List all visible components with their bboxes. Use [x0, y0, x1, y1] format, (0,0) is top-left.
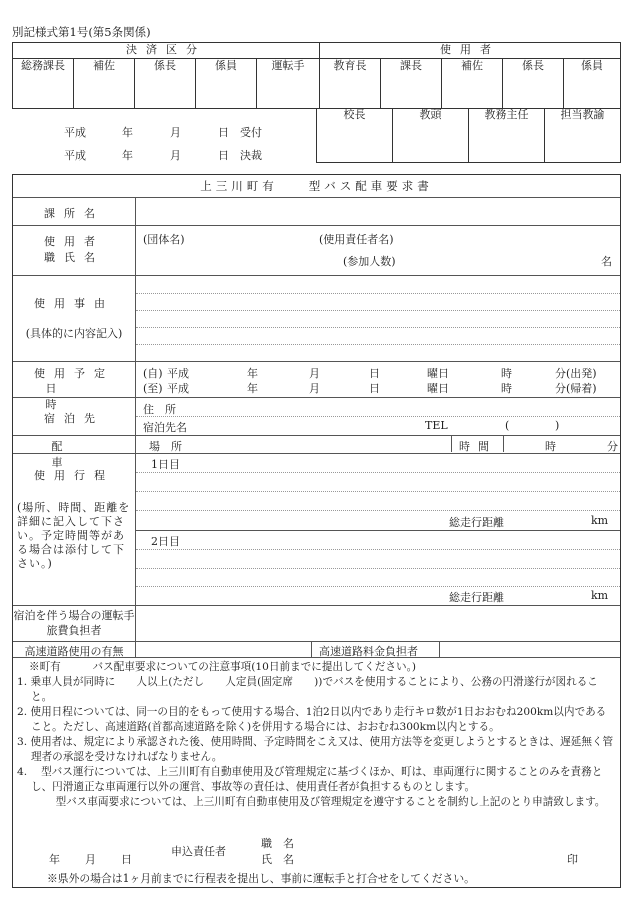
stamp-box[interactable]: 担当教諭 [545, 108, 621, 162]
tel-label: TEL [425, 419, 448, 432]
applicant-label: 申込責任者 [171, 845, 226, 858]
itinerary-label: 使用行程 [34, 469, 114, 482]
day1-itinerary-field[interactable] [137, 455, 617, 527]
stamp-box[interactable]: 係員 [196, 59, 257, 109]
day2-itinerary-field[interactable] [137, 532, 617, 604]
sig-month: 月 [85, 853, 96, 866]
itinerary-note: (場所、時間、距離を詳細に記入して下さい。予定時間等がある場合は添付して下さい。) [17, 501, 131, 570]
highway-fee-field[interactable] [441, 642, 617, 657]
address-label: 住 所 [143, 403, 176, 416]
notes-heading: ※町有 バス配車要求についての注意事項(10日前までに提出してください。) [29, 661, 417, 673]
tel-paren-open: ( [505, 419, 510, 432]
name-unit: 名 [601, 255, 612, 268]
stamp-box[interactable]: 係長 [503, 59, 564, 109]
day1-total-distance: 総走行距離 [449, 516, 504, 529]
purpose-note: (具体的に内容記入) [25, 327, 123, 340]
form-number-note: 別記様式第1号(第5条関係) [12, 25, 151, 39]
responsible-label: (使用責任者名) [319, 233, 394, 246]
highway-fee-label: 高速道路料金負担者 [319, 645, 418, 658]
user-title-label: 職氏名 [44, 251, 104, 264]
footer-note: ※県外の場合は1ヶ月前までに行程表を提出し、事前に運転手と打合せをしてください。 [47, 872, 475, 885]
dept-label: 課所名 [44, 207, 104, 220]
lodging-label: 宿泊先 [44, 412, 104, 425]
purpose-field[interactable] [137, 277, 617, 359]
tel-paren-close: ) [555, 419, 560, 432]
note-item: 4. 型バス運行については、上三川町有自動車使用及び管理規定に基づくほか、町は、車両運行に関することのみを責務とし、円滑適正な車両運行以外の運営、事故等の責任は、使用責任者が負担するものとします。 [17, 766, 603, 793]
time-label: 時間 [459, 440, 497, 453]
note-item: 2. 使用日程については、同一の目的をもって使用する場合、1泊2日以内であり走行キロ数が1日おおむね200km以内であること。ただし、高速道路(首都高速道路を除く)を併用する場合には、おおむね300km以内とする。 [17, 706, 607, 733]
note-item: 1. 乗車人員が同時に 人以上(ただし 人定員(固定席 ))でバスを使用することにより、公務の円滑遂行が図れること。 [17, 676, 598, 703]
dispatch-label: 配車 [51, 440, 113, 469]
dept-field[interactable] [137, 199, 617, 223]
receipt-line: 平成 年 月 日 受付 [64, 126, 262, 139]
day2-label: 2日目 [151, 535, 180, 548]
school-approval-table [316, 108, 621, 163]
sig-title-label: 職 名 [261, 837, 294, 850]
highway-use-field[interactable] [137, 642, 309, 657]
stamp-box[interactable]: 校長 [317, 108, 393, 162]
stamp-box[interactable]: 課長 [381, 59, 442, 109]
day2-km: km [591, 589, 609, 602]
time-hour: 時 [545, 440, 556, 453]
seal-mark: 印 [567, 853, 578, 866]
note-item: 3. 使用者は、規定により承認された後、使用時間、予定時間をこえ又は、使用方法等を変更しようとするときは、遅延無く管理者の承認を受けなければなりません。 [17, 736, 614, 763]
sig-name-label: 氏 名 [261, 853, 294, 866]
lodging-name-label: 宿泊先名 [143, 421, 187, 434]
schedule-label2: 日時 [45, 382, 113, 411]
schedule-label: 使用予定 [34, 367, 114, 380]
stamp-box[interactable]: 係員 [564, 59, 621, 109]
driver-travel-field[interactable] [137, 607, 617, 639]
sig-year: 年 [49, 853, 60, 866]
stamp-box[interactable]: 係長 [135, 59, 196, 109]
user-title: 使用者 [320, 43, 621, 59]
applicant-name-field[interactable] [321, 835, 561, 865]
day2-total-distance: 総走行距離 [449, 591, 504, 604]
user-label: 使用者 [44, 235, 104, 248]
stamp-box[interactable]: 教務主任 [469, 108, 545, 162]
pledge-text: 型バス車両要求については、上三川町有自動車使用及び管理規定を遵守することを制約し上記のとり申請致します。 [45, 796, 606, 808]
stamp-box[interactable]: 補佐 [74, 59, 135, 109]
participants-label: (参加人数) [343, 255, 396, 268]
place-label: 場 所 [149, 440, 182, 453]
stamp-box[interactable]: 総務課長 [13, 59, 74, 109]
form-title: 上三川町有 型バス配車要求書 [200, 179, 433, 193]
sig-day: 日 [121, 853, 132, 866]
stamp-box[interactable]: 教育長 [320, 59, 381, 109]
stamp-box[interactable]: 教頭 [393, 108, 469, 162]
purpose-label: 使用事由 [34, 297, 114, 310]
time-minute: 分 [607, 440, 618, 453]
driver-travel-label: 宿泊を伴う場合の運転手旅費負担者 [13, 609, 135, 637]
stamp-box[interactable]: 補佐 [442, 59, 503, 109]
group-name-label: (団体名) [143, 233, 185, 246]
day1-label: 1日目 [151, 458, 180, 471]
highway-use-label: 高速道路使用の有無 [24, 645, 124, 658]
signature-area [13, 835, 620, 869]
request-form: 上三川町有 型バス配車要求書 課所名 使用者 職氏名 (団体名) (使用責任者名) (参加人数) 名 使用事由 (具体的に内容記入) 使用予定 日時 (自) 平成 年 月 日 曜日 時 分(出発) (至) 平成 年 月 日 曜日 時 分(帰着) 宿泊先 住 所 宿泊先名 TEL ( ) 配車 場 所 時間 時 分 使用行程 (場所、時間、距離を詳細に記入して下さい。予定時間等がある場合は添付して下さい。) 1日目 総走行距離 km 2日目 総走行距離 km 宿泊を伴う場合の運転手旅費負担者 高速道路使用の有無 高速道路料金負担者 ※町有 バス配車要求についての注意事項(10日前までに提出してください。) 1. 乗車人員が同時に 人以上(ただし 人定員(固定席 ))でバスを使用することにより、公務の円滑遂行が図れること。 2. 使用日程については、同一の目的をもって使用する場合、1泊2日以内であり走行キロ数が1日おおむね200km以内であること。ただし、高速道路(首都高速道路を除く)を併用する場合には、おおむね300km以内とする。 3. 使用者は、規定により承認された後、使用時間、予定時間をこえ又は、使用方法等を変更しようとするときは、遅延無く管理者の承認を受けなければなりません。 4. 型バス運行については、上三川町有自動車使用及び管理規定に基づくほか、町は、車両運行に関することのみを責務とし、円滑適正な車両運行以外の運営、事故等の責任は、使用責任者が負担するものとします。 型バス車両要求については、上三川町有自動車使用及び管理規定を遵守することを制約し上記のとり申請致します。 年 月 日 申込責任者 職 名 氏 名 印 ※県外の場合は1ヶ月前までに行程表を提出し、事前に運転手と打合せをしてください。 [12, 174, 621, 888]
decision-line: 平成 年 月 日 決裁 [64, 149, 262, 162]
day1-km: km [591, 514, 609, 527]
approval-table [12, 42, 621, 109]
stamp-box[interactable]: 運転手 [257, 59, 320, 109]
notes-section [17, 660, 615, 810]
settlement-title: 決済区分 [13, 43, 320, 59]
